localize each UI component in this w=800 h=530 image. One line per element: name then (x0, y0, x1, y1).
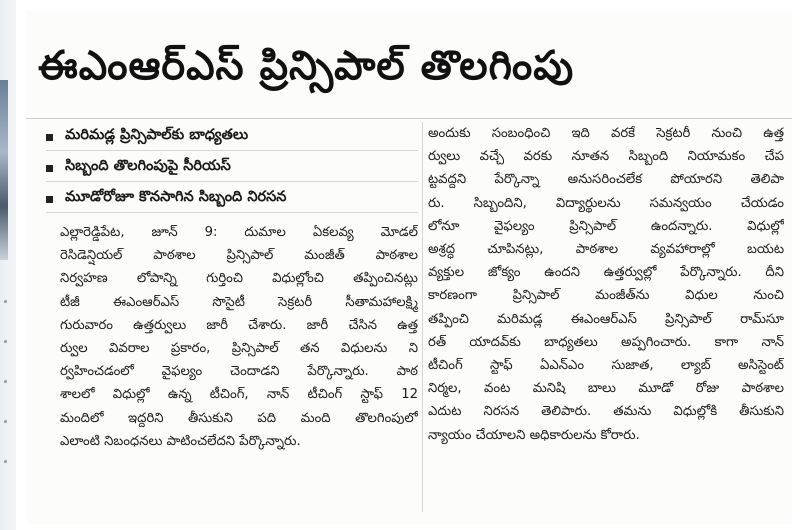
column-divider (422, 122, 423, 512)
text-line: కారణంగా ప్రిన్సిపాల్ మంజీత్‌ను విధుల నుంచి (428, 288, 784, 304)
text-line: శాలలో విధుల్లో ఉన్న టీచింగ్, నాన్ టీచింగ్ స్టాఫ్ 12 (60, 387, 418, 403)
text-line: ర్వుల వివరాల ప్రకారం, ప్రిన్సిపాల్ తన విధులను ని (60, 341, 418, 357)
text-line: టీజీ ఈఎంఆర్ఎస్ సొసైటీ సెక్రటరీ సీతామహాలక్ష్మి (60, 294, 418, 310)
text-line: రు. సిబ్బందిని, విద్యార్థులను సమన్వయం చేయడం (428, 195, 784, 211)
adjacent-text-fragment (4, 340, 7, 343)
right-body-text (428, 122, 784, 447)
adjacent-text-fragment (4, 460, 7, 463)
text-line: టీచింగ్ స్టాఫ్ ఏఎన్ఎం సుజాత, ల్యాబ్ అసిస్టెంట్ (428, 358, 784, 374)
text-line: నిర్మల, వంట మనిషి బాలు మూడో రోజు పాఠశాల (428, 381, 784, 397)
text-line: వ్యక్తుల జోక్యం ఉందని ఉత్తర్వుల్లో పేర్కొన్నారు. దీని (428, 265, 784, 281)
text-line: ఎలాంటి నిబంధనలు పాటించలేదని పేర్కొన్నారు. (60, 433, 301, 449)
adjacent-text-fragment (4, 300, 7, 303)
adjacent-text-fragment (4, 380, 7, 383)
text-line: అశ్రద్ధ చూపినట్లు, పాఠశాల వ్యవహారాల్లో బయట (428, 242, 784, 258)
bullet-item (46, 155, 418, 181)
text-line: ట్టవద్దని పేర్కొన్నా అనుసరించలేక పోయారని తెలిపా (428, 172, 784, 188)
adjacent-photo-fragment (0, 80, 8, 260)
text-line: లోనూ వైఫల్యం ప్రిన్సిపాల్ ఉందన్నారు. విధుల్లో (428, 218, 784, 234)
right-column (428, 122, 784, 518)
bullet-item (46, 124, 418, 150)
text-line: ఎల్లారెడ్డిపేట, జూన్ 9: దుమాల ఏకలవ్య మోడల్ (60, 225, 418, 240)
left-column (46, 118, 418, 518)
adjacent-text-fragment (4, 420, 7, 423)
text-line: తప్పించి మరిమడ్ల ఈఎంఆర్ఎస్ ప్రిన్సిపాల్ రామ్‌సూ (428, 311, 784, 327)
text-line: రెసిడెన్షియల్ పాఠశాల ప్రిన్సిపాల్ మంజీత్ పాఠశాల (60, 248, 418, 264)
adjacent-page-edge (0, 0, 16, 530)
bullet-text: సిబ్బంది తొలగింపుపై సీరియస్ (65, 158, 231, 174)
news-article (26, 10, 792, 524)
bullet-divider (46, 181, 418, 182)
bullet-square-icon (46, 134, 53, 141)
bullet-item (46, 186, 418, 212)
text-line: ర్వులు వచ్చే వరకు నూతన సిబ్బంది నియామకం చేప (428, 149, 784, 165)
bullet-divider (46, 212, 418, 213)
text-line: ర్వహించడంలో వైఫల్యం చెందాడని పేర్కొన్నారు. పాఠ (60, 364, 418, 380)
text-line: ఎదుట నిరసన తెలిపారు. తమను విధుల్లోకి తీసుకుని (428, 404, 784, 420)
bullet-text: మూడోరోజూ కొనసాగిన సిబ్బంది నిరసన (65, 189, 287, 205)
text-line: మందిలో ఇద్దరిని తీసుకుని పది మంది తొలగింపులో (60, 410, 418, 426)
bullet-text: మరిమడ్ల ప్రిన్సిపాల్‌కు బాధ్యతలు (65, 127, 249, 143)
text-line: రత్ యాదవ్‌కు బాధ్యతలు అప్పగించారు. కాగా నాన్ (428, 334, 784, 350)
bullet-divider (46, 150, 418, 151)
text-line: నిర్వహణ లోపాన్ని గుర్తించి విధుల్లోంచి తప్పించినట్లు (60, 271, 418, 287)
bullet-square-icon (46, 196, 53, 203)
bullet-square-icon (46, 165, 53, 172)
left-body-text (46, 221, 418, 453)
headline: ఈఎంఆర్ఎస్ ప్రిన్సిపాల్ తొలగింపు (38, 43, 575, 89)
text-line: అందుకు సంబంధించి ఇది వరకే సెక్రటరీ నుంచి ఉత్త (428, 126, 784, 141)
text-line: గురువారం ఉత్తర్వులు జారీ చేశారు. జారీ చేసిన ఉత్త (60, 317, 418, 333)
text-line: న్యాయం చేయాలని అధికారులను కోరారు. (428, 427, 640, 443)
